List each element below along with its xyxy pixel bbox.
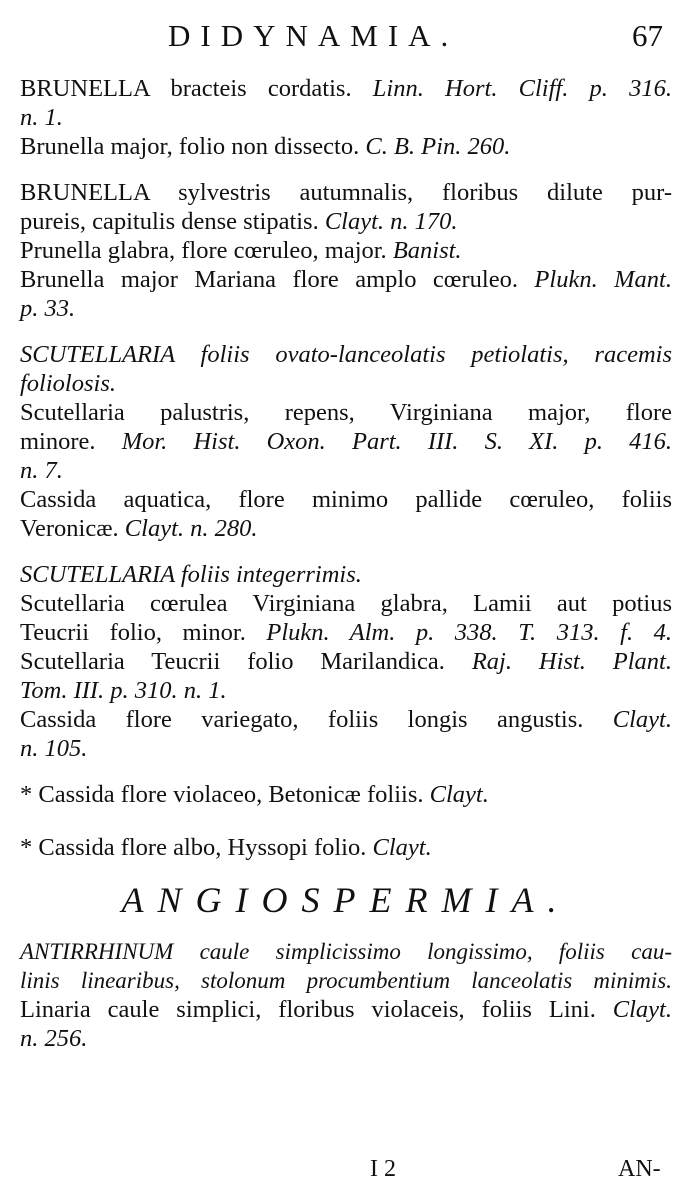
text-line: linis linearibus, stolonum procumbentium lanceolatis minimis. [20, 968, 672, 993]
entry-scutellaria-ovato [20, 340, 672, 543]
text-line: Cassida aquatica, flore minimo pallide cœruleo, foliis [20, 486, 672, 513]
text-line: ANTIRRHINUM caule simplicissimo longissimo, foliis cau- [20, 939, 672, 964]
text-line: n. 7. [20, 457, 63, 484]
text-line: Prunella glabra, flore cœruleo, major. Banist. [20, 237, 462, 264]
text-line: Brunella major, folio non dissecto. C. B. Pin. 260. [20, 133, 511, 160]
text-line: n. 256. [20, 1025, 88, 1052]
text-line: Teucrii folio, minor. Plukn. Alm. p. 338. T. 313. f. 4. [20, 619, 672, 646]
text-line: SCUTELLARIA foliis integerrimis. [20, 561, 362, 588]
text-line: pureis, capitulis dense stipatis. Clayt. n. 170. [20, 208, 458, 235]
text-line: Scutellaria palustris, repens, Virginiana major, flore [20, 399, 672, 426]
signature-mark: I 2 [370, 1156, 396, 1182]
text-line: foliolosis. [20, 370, 116, 397]
section-heading: ANGIOSPERMIA. [121, 880, 571, 920]
entry-antirrhinum [20, 937, 672, 1053]
text-line: Brunella major Mariana flore amplo cœruleo. Plukn. Mant. [20, 266, 672, 293]
text-line: Scutellaria Teucrii folio Marilandica. Raj. Hist. Plant. [20, 648, 672, 675]
text-line: minore. Mor. Hist. Oxon. Part. III. S. XI. p. 416. [20, 428, 672, 455]
asterisk-entry: * Cassida flore albo, Hyssopi folio. Clayt. [20, 834, 432, 861]
entry-brunella-sylvestris [20, 178, 672, 323]
text-line: n. 1. [20, 104, 63, 131]
text-line: BRUNELLA sylvestris autumnalis, floribus dilute pur- [20, 179, 672, 206]
text-line: Scutellaria cœrulea Virginiana glabra, Lamii aut potius [20, 590, 672, 617]
text-line: p. 33. [20, 295, 76, 322]
text-line: BRUNELLA bracteis cordatis. Linn. Hort. Cliff. p. 316. [20, 75, 672, 102]
asterisk-entry: * Cassida flore violaceo, Betonicæ foliis. Clayt. [20, 781, 489, 808]
catchword: AN- [618, 1156, 661, 1182]
text-line: SCUTELLARIA foliis ovato-lanceolatis petiolatis, racemis [20, 341, 672, 368]
entry-brunella-bracteis [20, 74, 672, 161]
text-line: Linaria caule simplici, floribus violaceis, foliis Lini. Clayt. [20, 996, 672, 1023]
text-line: Veronicæ. Clayt. n. 280. [20, 515, 258, 542]
entry-scutellaria-integerrimis [20, 560, 672, 763]
running-head: DIDYNAMIA. [168, 18, 459, 53]
body-text [20, 74, 672, 1070]
text-line: Tom. III. p. 310. n. 1. [20, 677, 227, 704]
page-number: 67 [632, 18, 663, 53]
text-line: n. 105. [20, 735, 88, 762]
text-line: Cassida flore variegato, foliis longis angustis. Clayt. [20, 706, 672, 733]
